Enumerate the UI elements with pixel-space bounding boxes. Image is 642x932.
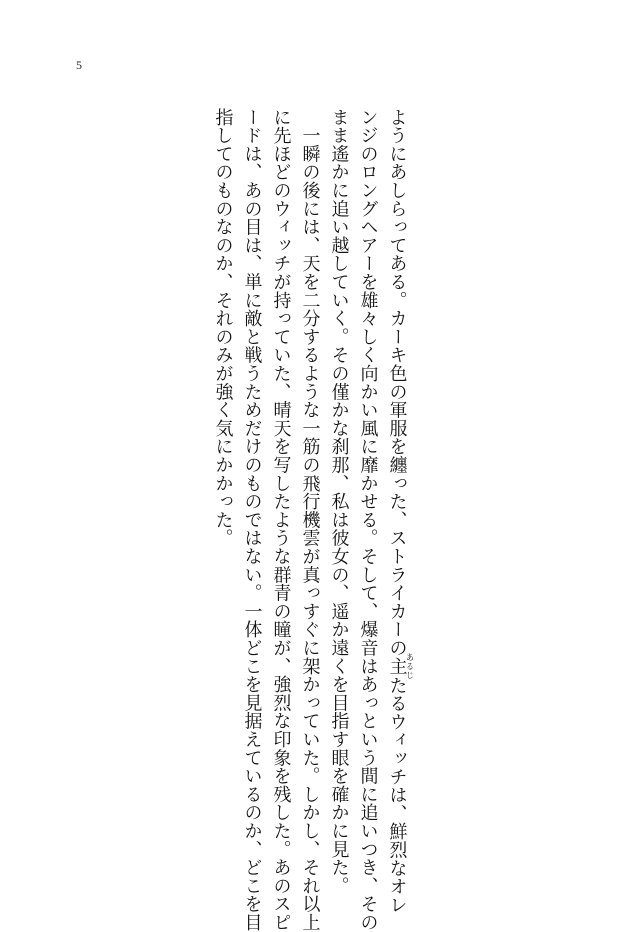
text-segment: 一瞬の後には、天を二分するような一筋の飛行機雲が真っすぐに架かっていた。しかし、それ以上	[299, 108, 321, 932]
text-segment: ようにあしらってある。カーキ色の軍服を纏った、ストライカーの	[386, 108, 408, 657]
ruby-reading: あるじ	[405, 653, 415, 680]
text-segment: ンジのロングヘアーを雄々しく向かい風に靡かせる。そして、爆音はあっという間に追いつき、その	[357, 108, 379, 932]
text-line	[296, 108, 325, 932]
ruby-base: 主	[386, 653, 408, 680]
text-segment: ードは、あの目は、単に敵と戦うためだけのものではない。一体どこを見据えているのか、どこを目	[241, 108, 263, 932]
text-segment: まま遙かに追い越していく。その僅かな刹那、私は彼女の、遥か遠くを目指す眼を確かに見た。	[328, 108, 350, 895]
text-line	[238, 108, 267, 932]
text-line	[383, 108, 415, 914]
text-line	[209, 108, 238, 848]
text-segment: 指してのものなのか、それのみが強く気にかかった。	[212, 108, 234, 548]
text-segment: たるウィッチは、鮮烈なオレ	[386, 676, 408, 914]
text-segment: に先ほどのウィッチが持っていた、晴天を写したような群青の瞳が、強烈な印象を残した。あのスピ	[270, 108, 292, 932]
text-line	[267, 108, 296, 932]
text-line	[325, 108, 354, 895]
text-line	[354, 108, 383, 932]
vertical-text-body	[209, 108, 415, 932]
ruby-word	[386, 653, 415, 680]
page-number: 5	[76, 58, 82, 72]
